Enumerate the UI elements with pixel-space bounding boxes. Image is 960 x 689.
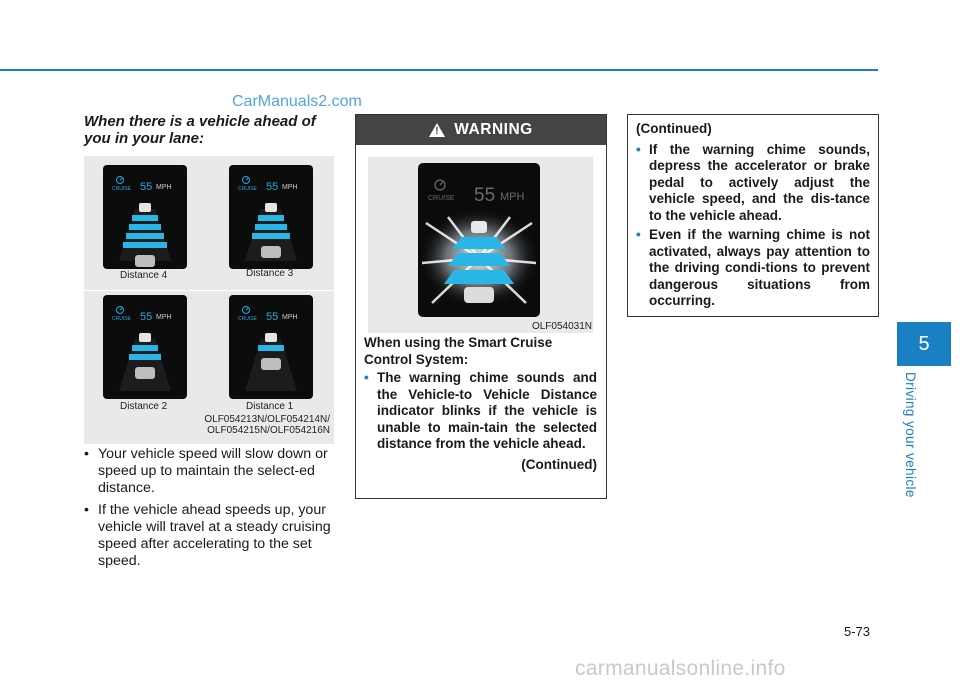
- distance-bar: [444, 270, 514, 284]
- cluster-illustration: [229, 295, 313, 399]
- cluster-illustration: [103, 295, 187, 399]
- cruise-text: CRUISE: [238, 186, 257, 192]
- cluster-illustration: [103, 165, 187, 269]
- continued-heading: (Continued): [636, 121, 712, 136]
- list-item: • If the warning chime sounds, depress the accelerator or brake pedal to actively adjust the vehicle speed, and the dis-tance to the vehicle ahead.: [636, 142, 870, 225]
- warning-box: [355, 114, 607, 499]
- distance-bar: [132, 345, 158, 351]
- speed-value: 55: [140, 311, 153, 323]
- page-number: 5-73: [844, 624, 871, 639]
- cruise-icon: [117, 307, 124, 314]
- cruise-icon: [243, 307, 250, 314]
- distance-bar: [126, 233, 164, 239]
- distance-label-2: Distance 2: [120, 401, 168, 412]
- distance-bar: [132, 215, 158, 221]
- distance-bar: [448, 253, 510, 266]
- cluster-panel-distance-3: [229, 165, 313, 269]
- continued-warning-text: [636, 121, 870, 313]
- speed-unit: MPH: [156, 314, 172, 321]
- distance-label-3: Distance 3: [246, 268, 294, 279]
- cruise-icon: [117, 177, 124, 184]
- own-vehicle-icon: [261, 358, 281, 370]
- distance-bar: [123, 242, 167, 248]
- figure-code: [204, 414, 330, 436]
- warning-intro: When using the Smart Cruise Control System:: [364, 335, 553, 367]
- left-bullet-list: [84, 446, 336, 575]
- chapter-side-label: [900, 372, 926, 502]
- lead-vehicle-icon: [265, 333, 277, 342]
- distance-bar: [129, 224, 161, 230]
- speed-value: 55: [266, 181, 279, 193]
- cluster-panel-distance-4: [103, 165, 187, 269]
- own-vehicle-icon: [135, 255, 155, 267]
- speed-value: 55: [266, 311, 279, 323]
- distance-figure: [84, 156, 334, 444]
- distance-bar: [252, 233, 290, 239]
- watermark-top[interactable]: CarManuals2.com: [232, 93, 362, 110]
- distance-label-1: Distance 1: [246, 401, 294, 412]
- distance-bar: [258, 345, 284, 351]
- warning-text: [364, 335, 597, 473]
- figure-code-line-2: OLF054215N/OLF054216N: [207, 425, 330, 436]
- speed-unit: MPH: [156, 184, 172, 191]
- cruise-icon: [243, 177, 250, 184]
- speed-unit: MPH: [282, 314, 298, 321]
- list-item: • Your vehicle speed will slow down or speed up to maintain the select-ed distance.: [84, 446, 336, 497]
- list-item: • The warning chime sounds and the Vehicle-to Vehicle Distance indicator blinks if the vehicle is unable to main-tain the selected distance from the vehicle ahead.: [364, 370, 597, 453]
- list-item: • Even if the warning chime is not activated, always pay attention to the driving condi-tions to prevent dangerous situations from occurring.: [636, 227, 870, 310]
- cluster-panel-distance-2: [103, 295, 187, 399]
- cruise-text: CRUISE: [238, 316, 257, 322]
- header-rule: [0, 69, 878, 71]
- speed-unit: MPH: [282, 184, 298, 191]
- warning-cluster-screen: [418, 163, 540, 317]
- cluster-illustration: [229, 165, 313, 269]
- lead-vehicle-icon: [139, 203, 151, 212]
- distance-label-4: Distance 4: [120, 270, 168, 281]
- warning-figure: [368, 157, 593, 333]
- own-vehicle-icon: [464, 287, 494, 303]
- warning-speed-unit: MPH: [500, 191, 525, 203]
- lead-vehicle-icon: [471, 221, 487, 233]
- chapter-title: Driving your vehicle: [903, 372, 918, 498]
- cruise-text: CRUISE: [112, 186, 131, 192]
- section-heading: When there is a vehicle ahead of you in your lane:: [84, 113, 316, 147]
- blinking-distance-illustration: [418, 163, 540, 317]
- speed-value: 55: [140, 181, 153, 193]
- watermark-bottom[interactable]: carmanualsonline.info: [575, 657, 786, 680]
- cruise-text: CRUISE: [112, 316, 131, 322]
- warning-header: [356, 115, 606, 145]
- figure-divider: [84, 290, 334, 291]
- distance-bar: [258, 215, 284, 221]
- chapter-tab: 5: [897, 322, 951, 366]
- own-vehicle-icon: [135, 367, 155, 379]
- warning-triangle-icon: !: [429, 123, 445, 137]
- continued-warning-box: [627, 114, 879, 317]
- list-item: • If the vehicle ahead speeds up, your vehicle will travel at a steady cruising speed after accelerating to the set speed.: [84, 502, 336, 570]
- distance-bar: [129, 354, 161, 360]
- lead-vehicle-icon: [139, 333, 151, 342]
- cruise-icon: [435, 180, 445, 190]
- distance-bar: [255, 224, 287, 230]
- cluster-panel-distance-1: [229, 295, 313, 399]
- warning-continued: (Continued): [521, 456, 597, 472]
- figure-code-line-1: OLF054213N/OLF054214N/: [204, 414, 330, 425]
- warning-figure-code: OLF054031N: [531, 321, 592, 332]
- own-vehicle-icon: [261, 246, 281, 258]
- warning-cruise-text: CRUISE: [428, 195, 455, 202]
- warning-title: WARNING: [454, 121, 533, 138]
- lead-vehicle-icon: [265, 203, 277, 212]
- warning-speed-value: 55: [474, 185, 496, 206]
